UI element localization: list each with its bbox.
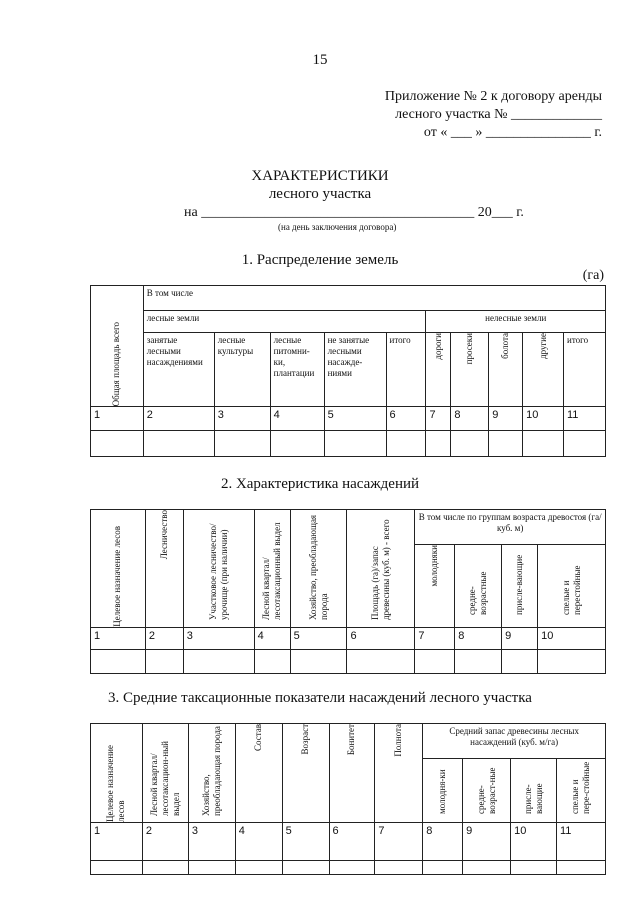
header-other: другие [523,333,564,407]
header-mature: спелые и пере-стойные [557,759,606,823]
header-mature: спелые и перестойные [538,545,606,628]
empty-cell[interactable] [91,650,146,674]
col-number: 1 [91,407,144,431]
col-number: 2 [142,823,188,861]
header-maturing: присле-вающие [502,545,538,628]
header-quarter: Лесной квартал/ лесотаксацион-ный выдел [142,724,188,823]
empty-cell[interactable] [386,431,426,457]
col-number: 6 [386,407,426,431]
section1-title: 1. Распределение земель [241,252,399,268]
empty-cell[interactable] [214,431,270,457]
header-bonitet: Бонитет [329,724,375,823]
col-number: 4 [254,628,290,650]
header-nonforest-lands: нелесные земли [426,311,606,333]
header-roads: дороги [426,333,451,407]
empty-cell[interactable] [183,650,254,674]
empty-cell[interactable] [270,431,324,457]
date-note: (на день заключения договора) [278,222,397,232]
empty-cell[interactable] [455,650,502,674]
col-number: 10 [523,407,564,431]
col-number: 3 [214,407,270,431]
empty-cell[interactable] [290,650,347,674]
section3-title: 3. Средние таксационные показатели насаждений лесного участка [108,690,532,706]
header-economy: Хозяйство, преобладающая порода [290,510,347,628]
col-number: 9 [489,407,523,431]
col-number: 8 [455,628,502,650]
empty-cell[interactable] [557,861,606,875]
header-clearings: просеки [451,333,489,407]
appendix-line-3: от « ___ » _______________ г. [423,125,602,140]
document-title: ХАРАКТЕРИСТИКИ [251,168,389,184]
col-number: 7 [375,823,423,861]
col-number: 9 [463,823,511,861]
col-number: 7 [415,628,455,650]
empty-cell[interactable] [142,861,188,875]
table-row [91,650,606,674]
empty-cell[interactable] [489,431,523,457]
empty-cell[interactable] [375,861,423,875]
header-area-volume: Площадь (га)/запас древесины (куб. м) - всего [347,510,415,628]
col-number: 2 [143,407,214,431]
empty-cell[interactable] [91,861,143,875]
empty-cell[interactable] [511,861,557,875]
col-number: 5 [290,628,347,650]
header-age-groups: В том числе по группам возраста древостоя (га/куб. м) [415,510,606,545]
empty-cell[interactable] [463,861,511,875]
plantings-table [90,509,606,674]
header-density: Полнота [375,724,423,823]
empty-cell[interactable] [451,431,489,457]
col-number: 8 [423,823,463,861]
header-forest-lands: лесные земли [143,311,426,333]
header-avg-stock: Средний запас древесины лесных насаждений (куб. м/га) [423,724,606,759]
appendix-line-2: лесного участка № _____________ [395,107,602,122]
col-number: 7 [426,407,451,431]
header-middle-aged: средне-возраст-ные [463,759,511,823]
empty-cell[interactable] [538,650,606,674]
col-number: 1 [91,628,146,650]
header-young: молодняки [415,545,455,628]
empty-cell[interactable] [564,431,606,457]
header-forest-total: итого [386,333,426,407]
empty-cell[interactable] [423,861,463,875]
col-number: 11 [564,407,606,431]
header-economy: Хозяйство, преобладающая порода [188,724,235,823]
empty-cell[interactable] [415,650,455,674]
header-total-area: Общая площадь всего [91,286,144,407]
empty-cell[interactable] [347,650,415,674]
table-row [91,431,606,457]
document-subtitle: лесного участка [268,186,372,202]
empty-cell[interactable] [145,650,183,674]
header-purpose: Целевое назначение лесов [91,724,143,823]
empty-cell[interactable] [254,650,290,674]
col-number: 4 [270,407,324,431]
empty-cell[interactable] [426,431,451,457]
header-nurseries: лесные питомни-ки, плантации [270,333,324,407]
header-composition: Состав [235,724,282,823]
average-taxation-table [90,723,606,875]
land-distribution-table [90,285,606,457]
section1-unit: (га) [582,268,604,283]
col-number: 1 [91,823,143,861]
header-purpose: Целевое назначение лесов [91,510,146,628]
header-middle-aged: средне-возрастные [455,545,502,628]
header-nonforest-total: итого [564,333,606,407]
header-age: Возраст [282,724,329,823]
page-number: 15 [312,52,328,68]
header-not-occupied: не занятые лесными насажде-ниями [324,333,386,407]
col-number: 4 [235,823,282,861]
col-number: 10 [511,823,557,861]
col-number: 3 [183,628,254,650]
header-quarter: Лесной квартал/ лесотаксационный выдел [254,510,290,628]
empty-cell[interactable] [502,650,538,674]
empty-cell[interactable] [523,431,564,457]
header-young: молодня-ки [423,759,463,823]
col-number: 5 [324,407,386,431]
empty-cell[interactable] [235,861,282,875]
date-line: на _______________________________________ 20___ г. [184,205,524,220]
col-number: 11 [557,823,606,861]
header-occupied-plantings: занятые лесными насаждениями [143,333,214,407]
header-forest-cultures: лесные культуры [214,333,270,407]
empty-cell[interactable] [188,861,235,875]
col-number: 10 [538,628,606,650]
appendix-line-1: Приложение № 2 к договору аренды [384,89,602,104]
empty-cell[interactable] [329,861,375,875]
empty-cell[interactable] [91,431,144,457]
col-number: 5 [282,823,329,861]
header-maturing: присле-вающие [511,759,557,823]
col-number: 2 [145,628,183,650]
empty-cell[interactable] [143,431,214,457]
col-number: 6 [347,628,415,650]
header-forestry: Лесничество [145,510,183,628]
header-swamps: болота [489,333,523,407]
col-number: 6 [329,823,375,861]
col-number: 8 [451,407,489,431]
table-row [91,861,606,875]
header-district-forestry: Участковое лесничество/ урочище (при наличии) [183,510,254,628]
col-number: 3 [188,823,235,861]
empty-cell[interactable] [324,431,386,457]
header-in-total: В том числе [143,286,605,311]
empty-cell[interactable] [282,861,329,875]
col-number: 9 [502,628,538,650]
section2-title: 2. Характеристика насаждений [220,476,420,492]
